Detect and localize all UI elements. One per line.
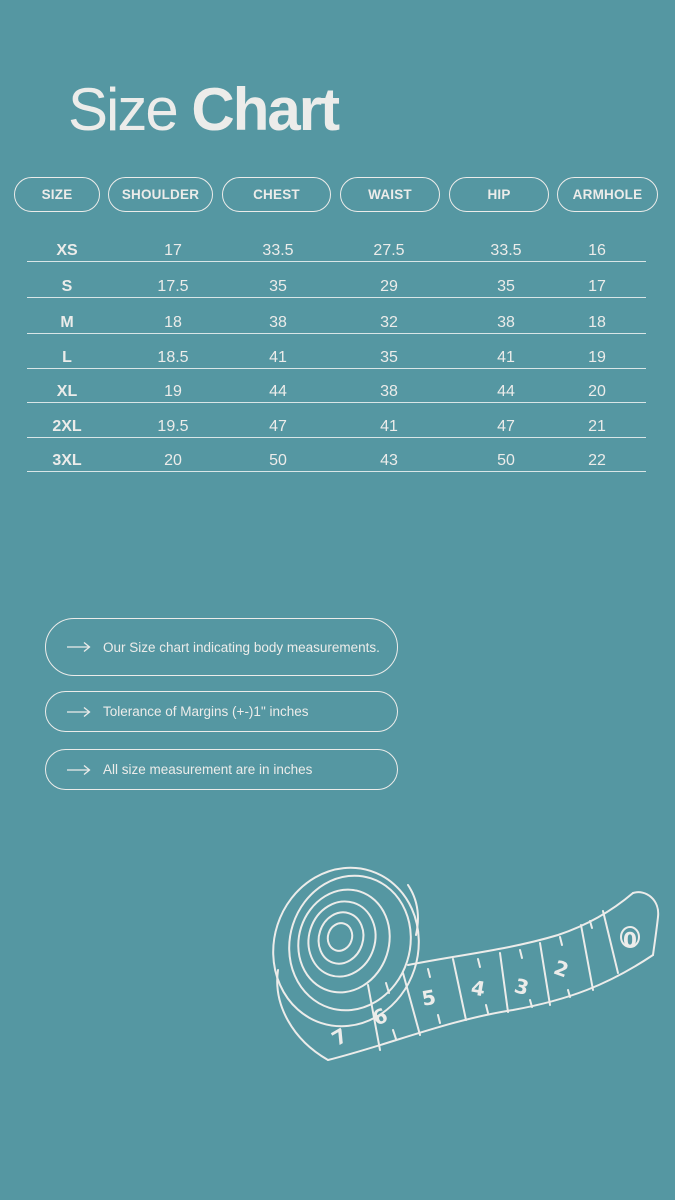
note-text: All size measurement are in inches [103, 762, 313, 777]
tape-number: 7 [327, 1023, 352, 1051]
cell-chest: 33.5 [262, 242, 294, 259]
table-row [27, 450, 646, 472]
note-text: Tolerance of Margins (+-)1" inches [103, 704, 309, 719]
cell-waist: 29 [380, 278, 398, 295]
tape-number: 5 [419, 984, 438, 1011]
cell-chest: 47 [269, 418, 287, 435]
header-hip: HIP [449, 177, 549, 212]
cell-armhole: 21 [588, 418, 606, 435]
arrow-right-icon [66, 706, 92, 718]
table-row [27, 312, 646, 334]
arrow-right-icon [66, 764, 92, 776]
cell-waist: 41 [380, 418, 398, 435]
cell-waist: 32 [380, 314, 398, 331]
cell-hip: 35 [497, 278, 515, 295]
cell-shoulder: 19.5 [157, 418, 189, 435]
page-title [68, 76, 339, 143]
header-shoulder: SHOULDER [108, 177, 213, 212]
cell-size: XL [56, 383, 78, 400]
cell-shoulder: 19 [164, 383, 182, 400]
cell-hip: 47 [497, 418, 515, 435]
header-armhole: ARMHOLE [557, 177, 658, 212]
cell-size: XS [56, 242, 78, 259]
cell-armhole: 16 [588, 242, 606, 259]
cell-size: 3XL [52, 452, 82, 469]
note-tolerance [45, 691, 398, 732]
header-waist: WAIST [340, 177, 440, 212]
cell-chest: 35 [269, 278, 287, 295]
cell-armhole: 17 [588, 278, 606, 295]
cell-size: S [61, 278, 73, 295]
cell-armhole: 18 [588, 314, 606, 331]
measuring-tape-icon [268, 855, 660, 1067]
cell-hip: 50 [497, 452, 515, 469]
cell-size: 2XL [52, 418, 82, 435]
note-body-measurements [45, 618, 398, 676]
cell-armhole: 19 [588, 349, 606, 366]
cell-shoulder: 17 [164, 242, 182, 259]
cell-waist: 38 [380, 383, 398, 400]
tape-number: 4 [469, 975, 488, 1002]
table-row [27, 416, 646, 438]
cell-size: M [60, 314, 74, 331]
cell-chest: 38 [269, 314, 287, 331]
tape-number: 3 [511, 973, 532, 1001]
cell-shoulder: 20 [164, 452, 182, 469]
cell-waist: 27.5 [373, 242, 405, 259]
title-light: Size [68, 76, 177, 143]
cell-chest: 50 [269, 452, 287, 469]
title-bold: Chart [191, 76, 339, 143]
tape-number: 0 [623, 928, 637, 952]
cell-waist: 43 [380, 452, 398, 469]
note-text: Our Size chart indicating body measurements. [103, 639, 380, 655]
tape-number: 2 [550, 955, 572, 983]
table-row [27, 347, 646, 369]
cell-size: L [62, 349, 72, 366]
cell-shoulder: 17.5 [157, 278, 189, 295]
header-chest: CHEST [222, 177, 331, 212]
cell-chest: 41 [269, 349, 287, 366]
tape-number: 6 [368, 1002, 392, 1031]
cell-hip: 33.5 [490, 242, 522, 259]
cell-armhole: 22 [588, 452, 606, 469]
cell-hip: 38 [497, 314, 515, 331]
cell-armhole: 20 [588, 383, 606, 400]
arrow-right-icon [66, 641, 92, 653]
table-row [27, 240, 646, 262]
cell-hip: 41 [497, 349, 515, 366]
note-units [45, 749, 398, 790]
cell-shoulder: 18 [164, 314, 182, 331]
cell-chest: 44 [269, 383, 287, 400]
table-row [27, 381, 646, 403]
header-size: SIZE [14, 177, 100, 212]
cell-shoulder: 18.5 [157, 349, 189, 366]
table-row [27, 276, 646, 298]
cell-hip: 44 [497, 383, 515, 400]
cell-waist: 35 [380, 349, 398, 366]
